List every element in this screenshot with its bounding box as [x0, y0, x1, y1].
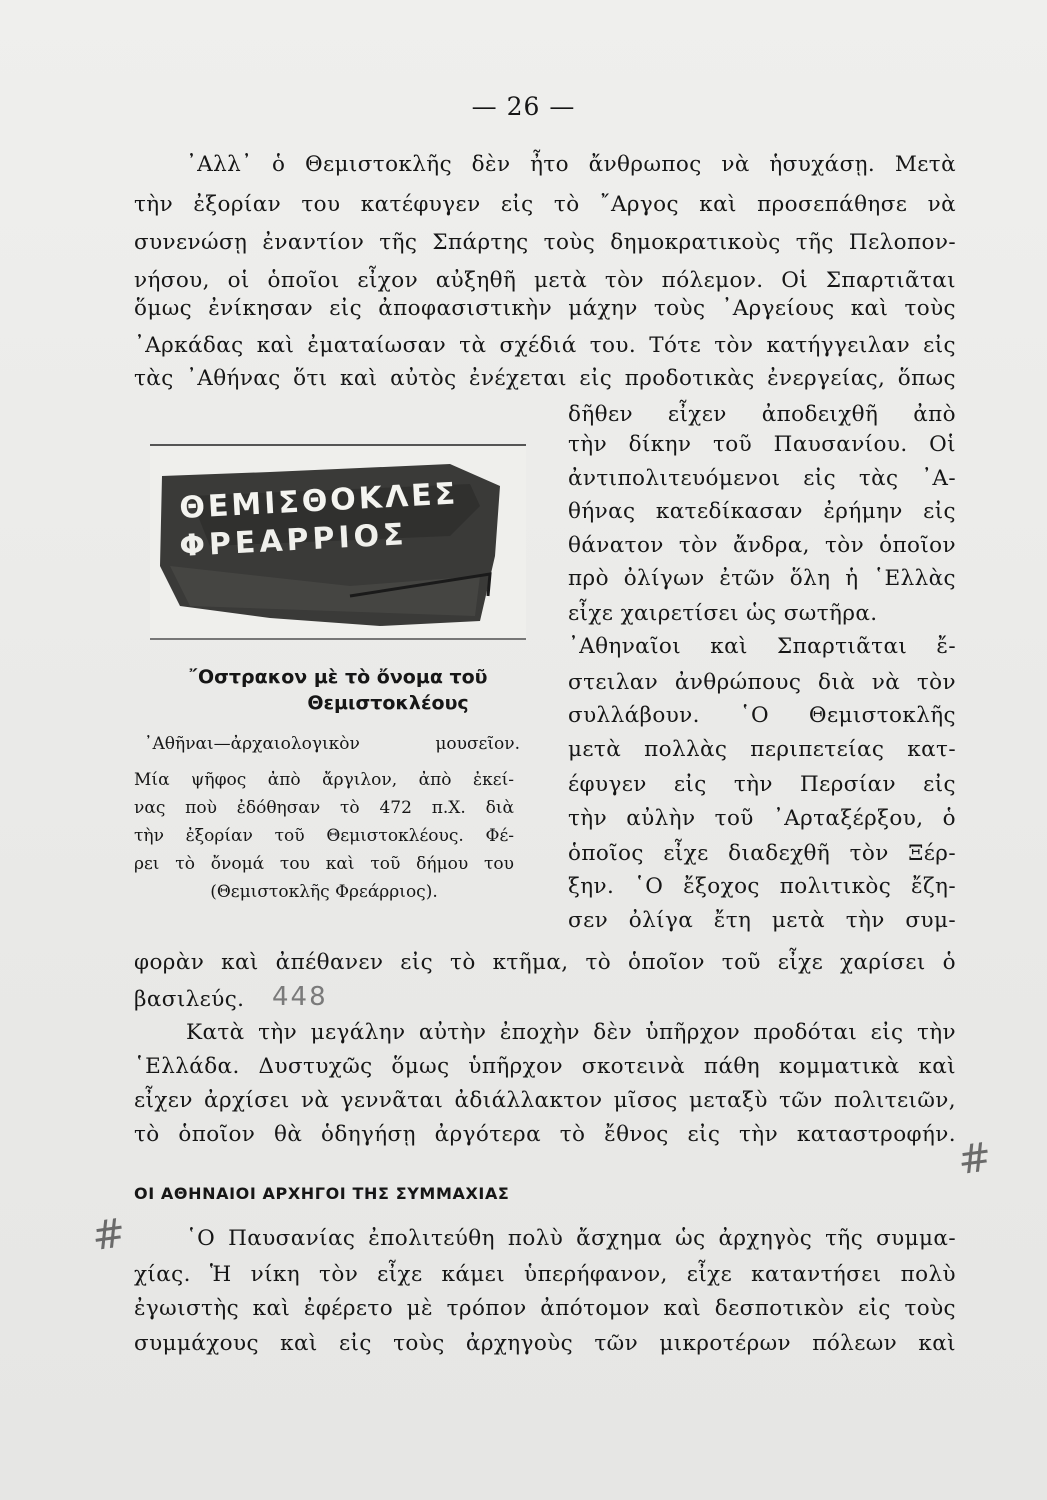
page-number: — 26 —	[471, 92, 576, 121]
text-line: εἶχεν ἀρχίσει νὰ γεννᾶται ἀδιάλλακτον μῖσος μεταξὺ τῶν πολιτειῶν,	[134, 1088, 956, 1113]
inscription-line-1: ΘΕΜΙΣΘΟΚΛΕΣ	[178, 476, 460, 526]
text-line: τὸ ὁποῖον θὰ ὁδηγήσῃ ἀργότερα τὸ ἔθνος εἰς τὴν καταστροφήν.	[134, 1122, 956, 1147]
text-line: τὴν αὐλὴν τοῦ ᾿Αρταξέρξου, ὁ	[568, 806, 956, 831]
text-line: ξην. ῾Ο ἔξοχος πολιτικὸς ἔζη-	[568, 874, 956, 899]
text-line: ᾿Αλλ᾿ ὁ Θεμιστοκλῆς δὲν ἦτο ἄνθρωπος νὰ ἡσυχάσῃ. Μετὰ	[186, 152, 956, 177]
text-line: μετὰ πολλὰς περιπετείας κατ-	[568, 737, 956, 762]
caption-line: τὴν ἐξορίαν τοῦ Θεμιστοκλέους. Φέ-	[134, 826, 514, 846]
text-line: νήσου, οἱ ὁποῖοι εἶχον αὐξηθῆ μετὰ τὸν πόλεμον. Οἱ Σπαρτιᾶται	[134, 268, 956, 293]
text-line: εἶχε χαιρετίσει ὡς σωτῆρα.	[568, 601, 878, 626]
caption-line: Μία ψῆφος ἀπὸ ἄργιλον, ἀπὸ ἐκεί-	[134, 770, 514, 790]
margin-mark: #	[88, 1209, 129, 1261]
caption-title-line-1: ῎Οστρακον μὲ τὸ ὄνομα τοῦ	[188, 666, 488, 688]
text-line: ἐγωιστὴς καὶ ἐφέρετο μὲ τρόπον ἀπότομον καὶ δεσποτικὸν εἰς τοὺς	[134, 1296, 956, 1321]
margin-mark: #	[954, 1133, 995, 1185]
text-line: συνενώσῃ ἐναντίον τῆς Σπάρτης τοὺς δημοκρατικοὺς τῆς Πελοπον-	[134, 230, 956, 255]
inscription-line-2: ΦΡΕΑΡΡΙΟΣ	[178, 517, 409, 564]
text-line: χίας. Ἡ νίκη τὸν εἶχε κάμει ὑπερήφανον, εἶχε καταντήσει πολὺ	[134, 1262, 956, 1287]
handwritten-note: 448	[272, 982, 328, 1012]
caption-line: νας ποὺ ἐδόθησαν τὸ 472 π.Χ. διὰ	[134, 798, 514, 818]
text-line: ῾Ελλάδα. Δυστυχῶς ὅμως ὑπῆρχον σκοτεινὰ πάθη κομματικὰ καὶ	[134, 1054, 956, 1079]
text-line: τὰς ᾿Αθήνας ὅτι καὶ αὐτὸς ἐνέχεται εἰς προδοτικὰς ἐνεργείας, ὅπως	[134, 366, 956, 391]
text-line: πρὸ ὀλίγων ἐτῶν ὅλη ἡ ῾Ελλὰς	[568, 566, 956, 591]
text-line: φορὰν καὶ ἀπέθανεν εἰς τὸ κτῆμα, τὸ ὁποῖον τοῦ εἶχε χαρίσει ὁ	[134, 950, 956, 975]
text-line: τὴν ἐξορίαν του κατέφυγεν εἰς τὸ ῎Αργος καὶ προσεπάθησε νὰ	[134, 192, 956, 217]
text-line: ἀντιπολιτευόμενοι εἰς τὰς ᾿Α-	[568, 466, 956, 491]
text-line: τὴν δίκην τοῦ Παυσανίου. Οἱ	[568, 432, 956, 457]
text-line: δῆθεν εἶχεν ἀποδειχθῆ ἀπὸ	[568, 402, 956, 427]
text-line: ᾿Αρκάδας καὶ ἐματαίωσαν τὰ σχέδιά του. Τότε τὸν κατήγγειλαν εἰς	[134, 333, 956, 358]
text-line: συλλάβουν. ῾Ο Θεμιστοκλῆς	[568, 703, 956, 728]
text-line: θήνας κατεδίκασαν ἐρήμην εἰς	[568, 499, 956, 524]
text-line: ᾿Αθηναῖοι καὶ Σπαρτιᾶται ἔ-	[568, 634, 956, 659]
text-line: συμμάχους καὶ εἰς τοὺς ἀρχηγοὺς τῶν μικροτέρων πόλεων καὶ	[134, 1331, 956, 1356]
figure-caption-title	[158, 664, 518, 716]
text-line: θάνατον τὸν ἄνδρα, τὸν ὁποῖον	[568, 533, 956, 558]
ostrakon-illustration	[150, 446, 526, 638]
ostrakon-photo	[150, 444, 526, 640]
caption-line: (Θεμιστοκλῆς Φρεάρριος).	[210, 882, 438, 902]
caption-line: ρει τὸ ὄνομά του καὶ τοῦ δήμου του	[134, 854, 514, 874]
text-line: στειλαν ἀνθρώπους διὰ νὰ τὸν	[568, 670, 956, 695]
caption-line: ᾿Αθῆναι—ἀρχαιολογικὸν μουσεῖον.	[144, 734, 520, 754]
section-heading: ΟΙ ΑΘΗΝΑΙΟΙ ΑΡΧΗΓΟΙ ΤΗΣ ΣΥΜΜΑΧΙΑΣ	[134, 1184, 510, 1203]
text-line: βασιλεύς.	[134, 987, 245, 1012]
text-line: ὅμως ἐνίκησαν εἰς ἀποφασιστικὴν μάχην τοὺς ᾿Αργείους καὶ τοὺς	[134, 296, 956, 321]
text-line: Κατὰ τὴν μεγάλην αὐτὴν ἐποχὴν δὲν ὑπῆρχον προδόται εἰς τὴν	[186, 1020, 956, 1045]
caption-title-line-2: Θεμιστοκλέους	[307, 692, 469, 714]
text-line: ῾Ο Παυσανίας ἐπολιτεύθη πολὺ ἄσχημα ὡς ἀρχηγὸς τῆς συμμα-	[186, 1226, 956, 1251]
text-line: έφυγεν εἰς τὴν Περσίαν εἰς	[568, 772, 956, 797]
text-line: ὁποῖος εἶχε διαδεχθῆ τὸν Ξέρ-	[568, 841, 956, 866]
text-line: σεν ὀλίγα ἔτη μετὰ τὴν συμ-	[568, 908, 956, 933]
